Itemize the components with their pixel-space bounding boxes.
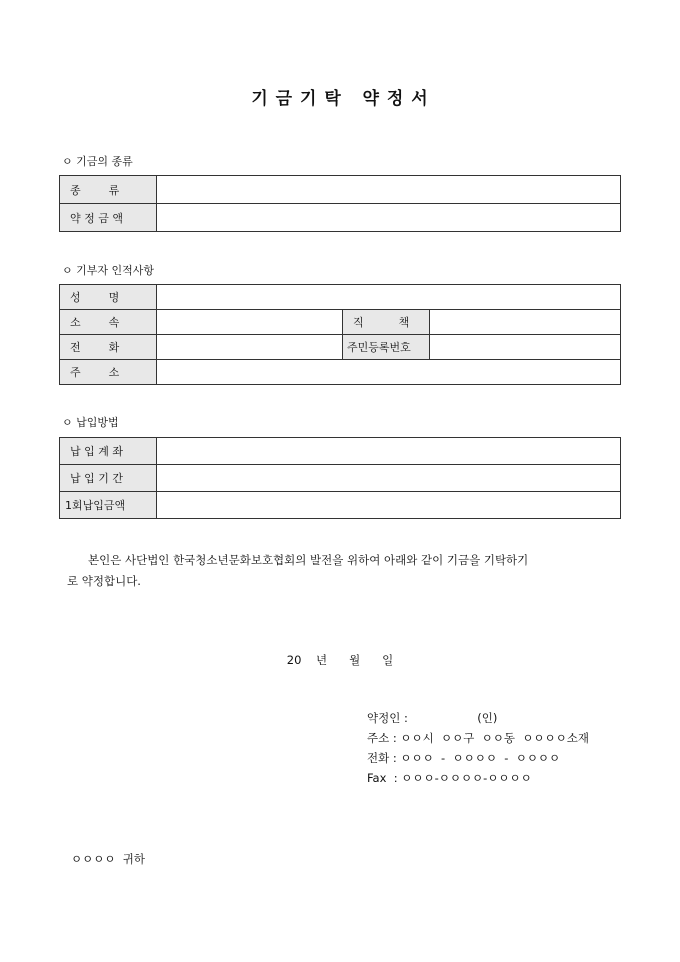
donor-phone-field[interactable] <box>157 335 343 360</box>
pledge-statement-line-1: 본인은 사단법인 한국청소년문화보호협회의 발전을 위하여 아래와 같이 기금을 기탁하기 <box>88 553 529 567</box>
section-fund-type-heading: ㅇ 기금의 종류 <box>62 155 133 168</box>
table-row <box>60 335 621 360</box>
table-row <box>60 285 621 310</box>
fund-type-label: 종 류 <box>60 176 157 204</box>
table-row <box>60 438 621 465</box>
document-title: 기 금 기 탁 약 정 서 <box>251 89 429 109</box>
donor-name-field[interactable] <box>157 285 621 310</box>
payment-period-label: 납 입 기 간 <box>60 465 157 492</box>
payment-table <box>59 437 621 519</box>
donor-address-field[interactable] <box>157 360 621 385</box>
date-line: 20 년 월 일 <box>286 653 394 667</box>
donor-rrn-field[interactable] <box>430 335 621 360</box>
table-row <box>60 176 621 204</box>
fund-type-field[interactable] <box>157 176 621 204</box>
installment-amount-field[interactable] <box>157 492 621 519</box>
donor-address-label: 주 소 <box>60 360 157 385</box>
table-row <box>60 204 621 232</box>
table-row <box>60 492 621 519</box>
table-row <box>60 360 621 385</box>
payment-account-label: 납 입 계 좌 <box>60 438 157 465</box>
installment-amount-label: 1회납입금액 <box>60 492 157 519</box>
section-donor-info-heading: ㅇ 기부자 인적사항 <box>62 264 155 277</box>
pledge-statement <box>67 550 616 592</box>
donor-rrn-label: 주민등록번호 <box>343 335 430 360</box>
pledge-statement-line-2: 로 약정합니다. <box>67 574 141 588</box>
donor-position-field[interactable] <box>430 310 621 335</box>
donor-org-field[interactable] <box>157 310 343 335</box>
signer-address-line: 주소 : ㅇㅇ시 ㅇㅇ구 ㅇㅇ동 ㅇㅇㅇㅇ소재 <box>367 731 589 745</box>
signer-block <box>367 708 589 788</box>
table-row <box>60 465 621 492</box>
donor-name-label: 성 명 <box>60 285 157 310</box>
signer-phone-line: 전화 : ㅇㅇㅇ - ㅇㅇㅇㅇ - ㅇㅇㅇㅇ <box>367 751 561 765</box>
payment-account-field[interactable] <box>157 438 621 465</box>
signer-fax-line: Fax : ㅇㅇㅇ-ㅇㅇㅇㅇ-ㅇㅇㅇㅇ <box>367 771 532 785</box>
donor-org-label: 소 속 <box>60 310 157 335</box>
donor-info-table <box>59 284 621 385</box>
donor-phone-label: 전 화 <box>60 335 157 360</box>
pledge-amount-label: 약 정 금 액 <box>60 204 157 232</box>
payment-period-field[interactable] <box>157 465 621 492</box>
table-row <box>60 310 621 335</box>
pledge-amount-field[interactable] <box>157 204 621 232</box>
donor-position-label: 직 책 <box>343 310 430 335</box>
recipient-line: ㅇㅇㅇㅇ 귀하 <box>71 852 145 866</box>
fund-type-table <box>59 175 621 232</box>
pledger-line: 약정인 : (인) <box>367 711 498 725</box>
section-payment-heading: ㅇ 납입방법 <box>62 416 119 429</box>
